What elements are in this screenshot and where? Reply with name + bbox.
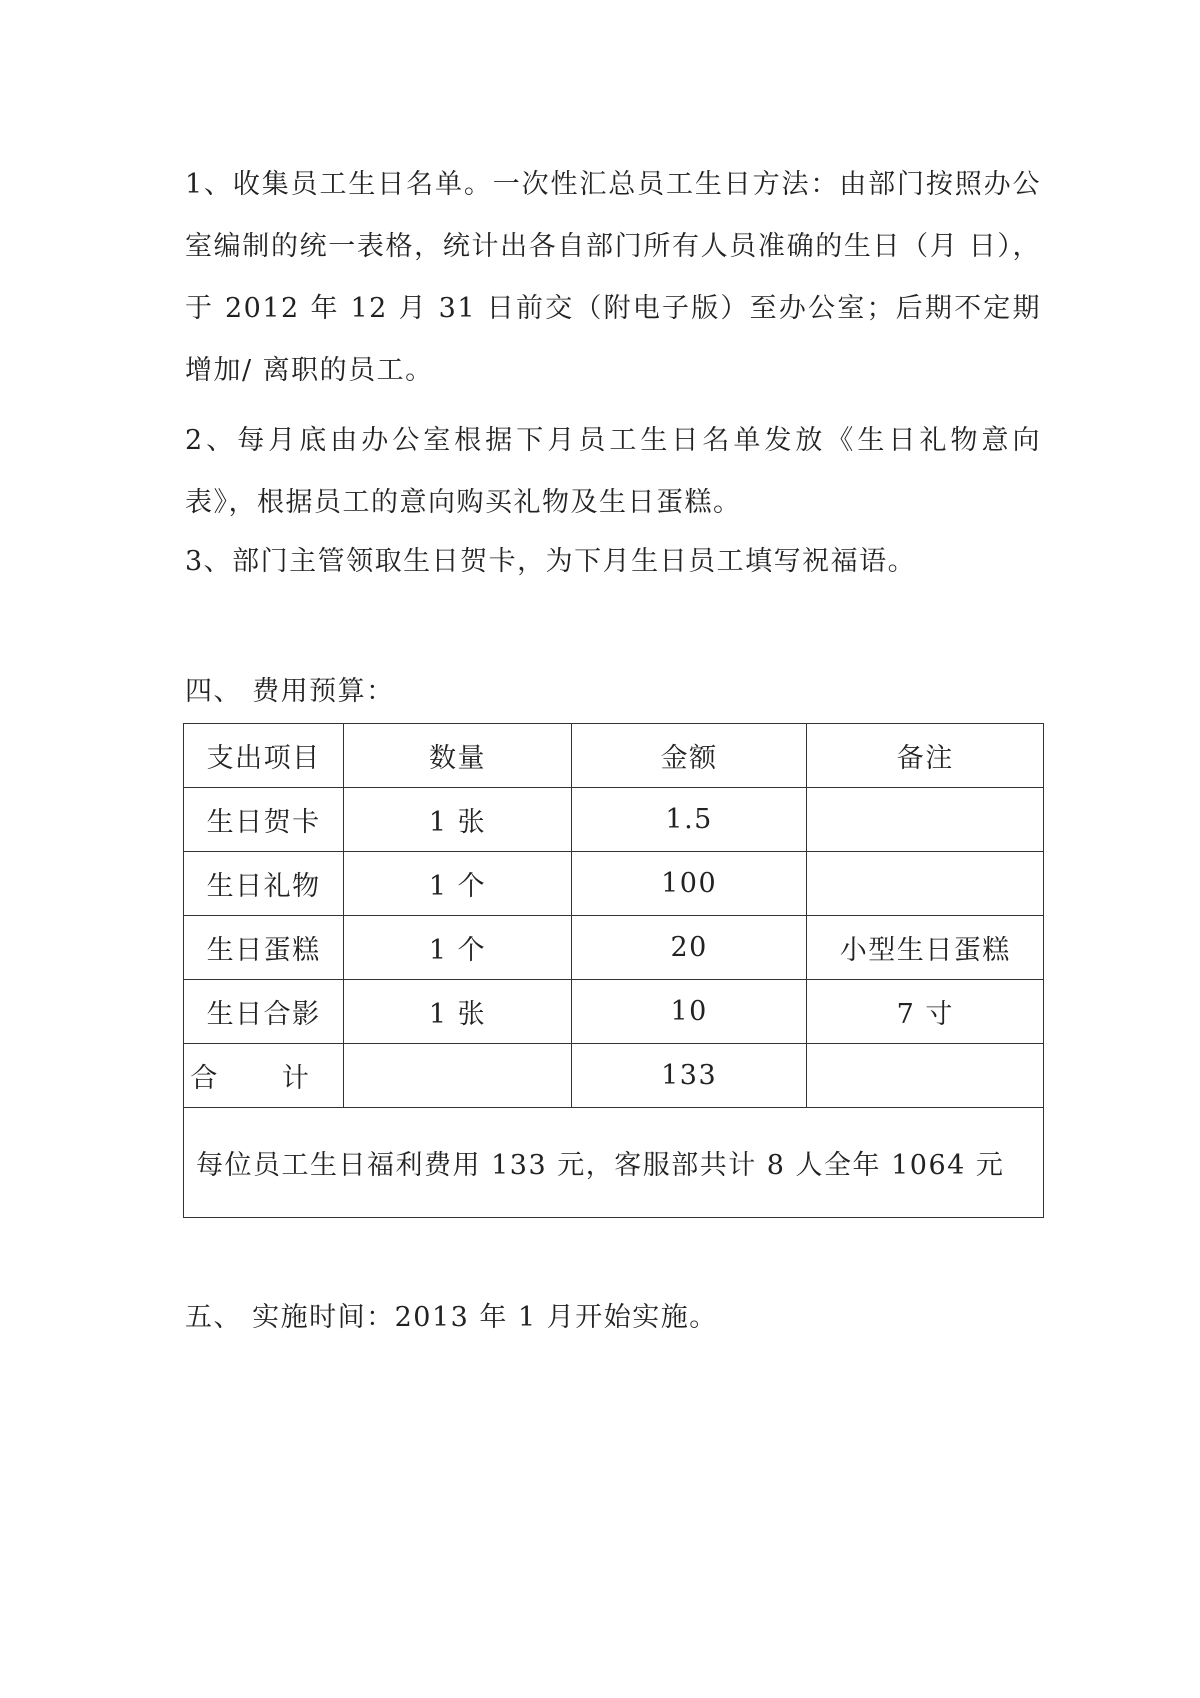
cell-item: 生日贺卡 (184, 788, 344, 852)
header-amount: 金额 (571, 724, 807, 788)
cell-amount: 20 (571, 916, 807, 980)
cell-quantity: 1 张 (344, 980, 572, 1044)
table-row (184, 788, 1044, 852)
table-row (184, 852, 1044, 916)
summary-cell: 每位员工生日福利费用 133 元，客服部共计 8 人全年 1064 元 (184, 1108, 1044, 1218)
header-quantity: 数量 (344, 724, 572, 788)
header-item: 支出项目 (184, 724, 344, 788)
header-note: 备注 (807, 724, 1044, 788)
table-total-row (184, 1044, 1044, 1108)
cell-item: 生日蛋糕 (184, 916, 344, 980)
table-row (184, 980, 1044, 1044)
step-2-paragraph: 2、每月底由办公室根据下月员工生日名单发放《生日礼物意向表》，根据员工的意向购买礼物及生日蛋糕。 (185, 425, 1041, 518)
cell-quantity: 1 个 (344, 852, 572, 916)
total-amount: 133 (571, 1044, 807, 1108)
cell-note (807, 852, 1044, 916)
cell-item: 生日合影 (184, 980, 344, 1044)
cell-quantity: 1 张 (344, 788, 572, 852)
total-quantity (344, 1044, 572, 1108)
cell-note (807, 788, 1044, 852)
total-note (807, 1044, 1044, 1108)
cell-note: 小型生日蛋糕 (807, 916, 1044, 980)
table-header-row (184, 724, 1044, 788)
table-summary-row (184, 1108, 1044, 1218)
cell-quantity: 1 个 (344, 916, 572, 980)
cell-amount: 100 (571, 852, 807, 916)
total-label: 合 计 (184, 1044, 344, 1108)
table-row (184, 916, 1044, 980)
cell-note: 7 寸 (807, 980, 1044, 1044)
cell-item: 生日礼物 (184, 852, 344, 916)
step-3-paragraph: 3、部门主管领取生日贺卡，为下月生日员工填写祝福语。 (185, 546, 917, 577)
step-1-paragraph: 1、收集员工生日名单。一次性汇总员工生日方法：由部门按照办公室编制的统一表格，统计出各自部门所有人员准确的生日（月 日），于 2012 年 12 月 31 日前交（附电子版）至办公室；后期不定期增加/ 离职的员工。 (185, 169, 1041, 386)
cell-amount: 10 (571, 980, 807, 1044)
cell-amount: 1.5 (571, 788, 807, 852)
budget-heading: 四、 费用预算： (185, 676, 395, 707)
implementation-heading: 五、 实施时间：2013 年 1 月开始实施。 (185, 1302, 718, 1333)
budget-table (183, 723, 1044, 1218)
